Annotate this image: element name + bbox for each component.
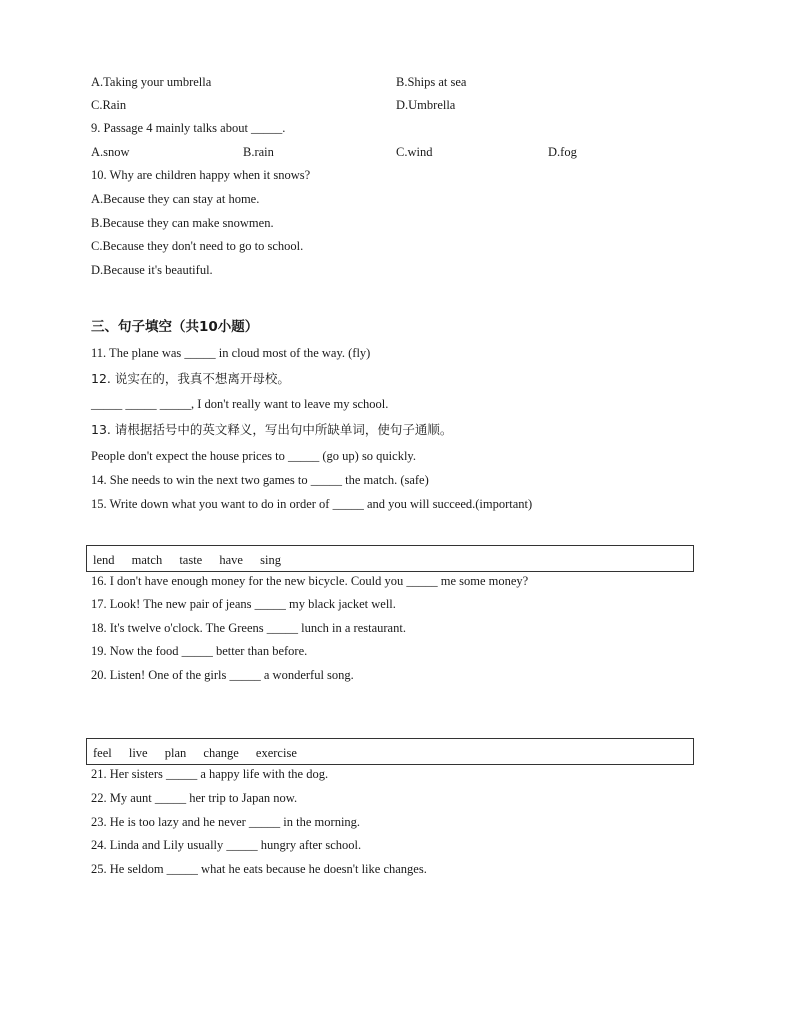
question-25: 25. He seldom _____ what he eats because he doesn't like changes. xyxy=(91,862,427,876)
question-23: 23. He is too lazy and he never _____ in the morning. xyxy=(91,815,361,829)
q8-option-d: D.Umbrella xyxy=(396,98,456,112)
word-bank-word: taste xyxy=(179,553,203,567)
word-bank-word: have xyxy=(219,553,243,567)
word-bank-word: plan xyxy=(164,746,187,760)
question-22: 22. My aunt _____ her trip to Japan now. xyxy=(91,791,298,805)
question-17: 17. Look! The new pair of jeans _____ my black jacket well. xyxy=(91,597,396,611)
q10-stem: 10. Why are children happy when it snows? xyxy=(91,168,311,182)
question-20: 20. Listen! One of the girls _____ a wonderful song. xyxy=(91,668,354,682)
q8-option-c: C.Rain xyxy=(91,98,127,112)
q10-option-c: C.Because they don't need to go to school. xyxy=(91,239,304,253)
question-15: 15. Write down what you want to do in order of _____ and you will succeed.(important) xyxy=(91,497,533,511)
q8-option-a: A.Taking your umbrella xyxy=(91,75,212,89)
q10-option-a: A.Because they can stay at home. xyxy=(91,192,260,206)
q10-option-d: D.Because it's beautiful. xyxy=(91,263,213,277)
question-14: 14. She needs to win the next two games to _____ the match. (safe) xyxy=(91,473,429,487)
word-bank-word: change xyxy=(203,746,239,760)
question-13-sentence: People don't expect the house prices to _____ (go up) so quickly. xyxy=(91,449,416,463)
q9-stem: 9. Passage 4 mainly talks about _____. xyxy=(91,121,286,135)
q8-option-b: B.Ships at sea xyxy=(396,75,467,89)
question-11: 11. The plane was _____ in cloud most of the way. (fly) xyxy=(91,346,371,360)
word-bank-word: lend xyxy=(93,553,115,567)
section-heading: 三、句子填空（共10小题） xyxy=(91,319,259,335)
question-24: 24. Linda and Lily usually _____ hungry after school. xyxy=(91,838,362,852)
question-13-instruction: 13. 请根据括号中的英文释义，写出句中所缺单词，使句子通顺。 xyxy=(91,422,453,437)
question-16: 16. I don't have enough money for the new bicycle. Could you _____ me some money? xyxy=(91,574,529,588)
question-18: 18. It's twelve o'clock. The Greens _____ lunch in a restaurant. xyxy=(91,621,406,635)
word-bank-1 xyxy=(93,552,295,568)
q9-option-c: C.wind xyxy=(396,145,433,159)
q10-option-b: B.Because they can make snowmen. xyxy=(91,216,274,230)
q9-option-d: D.fog xyxy=(548,145,577,159)
question-21: 21. Her sisters _____ a happy life with the dog. xyxy=(91,767,329,781)
q9-option-b: B.rain xyxy=(243,145,274,159)
word-bank-word: sing xyxy=(260,553,281,567)
word-bank-word: feel xyxy=(93,746,112,760)
word-bank-box-1 xyxy=(86,545,694,572)
word-bank-box-2 xyxy=(86,738,694,765)
word-bank-word: match xyxy=(131,553,163,567)
question-19: 19. Now the food _____ better than before. xyxy=(91,644,308,658)
word-bank-2 xyxy=(93,745,311,761)
q9-option-a: A.snow xyxy=(91,145,130,159)
word-bank-word: exercise xyxy=(255,746,297,760)
question-12-english: _____ _____ _____, I don't really want to leave my school. xyxy=(91,397,389,411)
word-bank-word: live xyxy=(128,746,148,760)
question-12-chinese: 12. 说实在的，我真不想离开母校。 xyxy=(91,371,290,386)
